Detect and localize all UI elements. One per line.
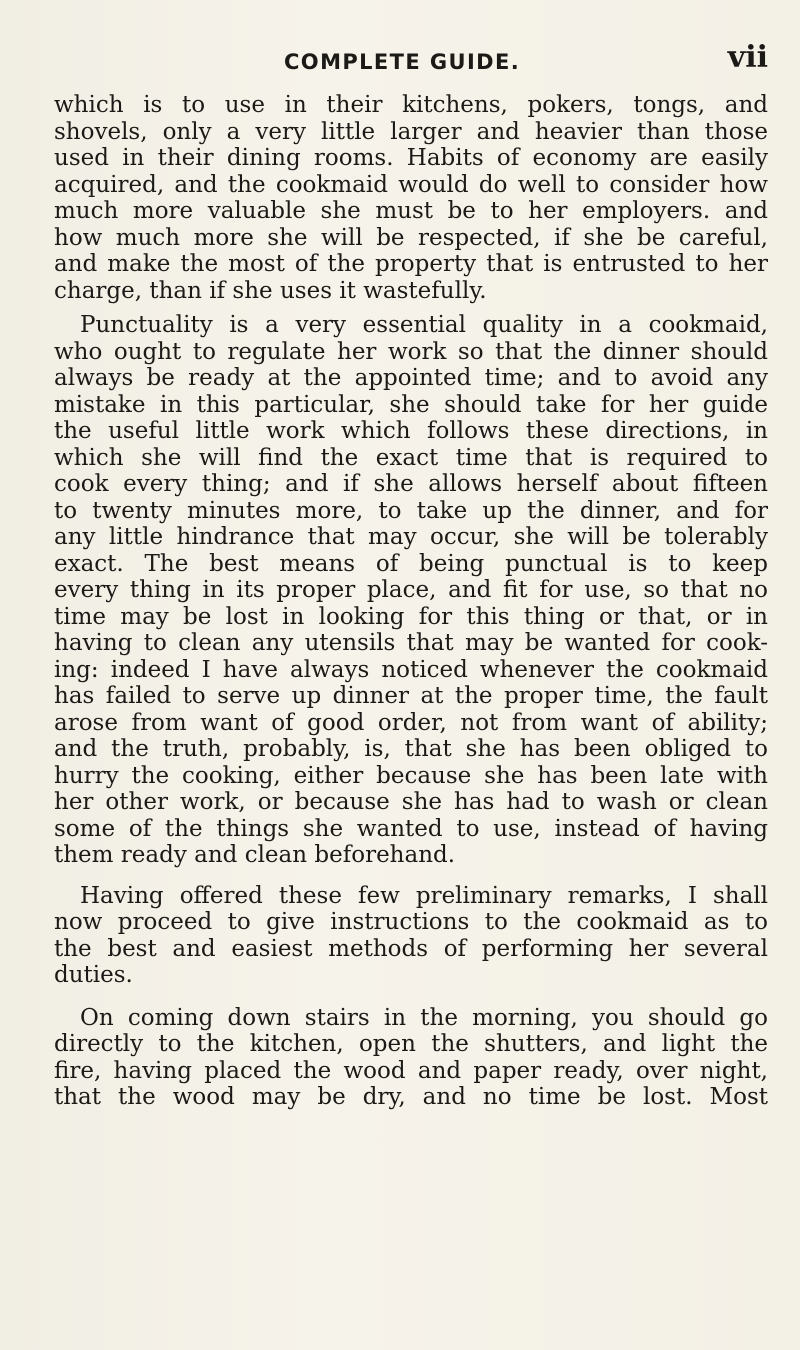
text-line: the best and easiest methods of performing her several bbox=[54, 935, 768, 962]
paragraph bbox=[54, 1005, 768, 1111]
text-line: exact. The best means of being punctual is to keep bbox=[54, 550, 768, 577]
text-line: On coming down stairs in the morning, you should go bbox=[80, 1004, 768, 1031]
text-line: her other work, or because she has had to wash or clean bbox=[54, 789, 768, 815]
text-line: directly to the kitchen, open the shutters, and light the bbox=[54, 1031, 768, 1057]
text-line: how much more she will be respected, if she be careful, bbox=[54, 224, 768, 251]
text-line: has failed to serve up dinner at the proper time, the fault bbox=[54, 683, 768, 709]
text-line: ing: indeed I have always noticed whenever the cookmaid bbox=[54, 656, 768, 683]
text-line: that the wood may be dry, and no time be lost. Most bbox=[54, 1084, 768, 1110]
text-line: and make the most of the property that is entrusted to her bbox=[54, 251, 768, 277]
text-line: which is to use in their kitchens, pokers, tongs, and bbox=[54, 92, 768, 118]
text-line: any little hindrance that may occur, she will be tolerably bbox=[54, 524, 768, 550]
text-line: having to clean any utensils that may be wanted for cook- bbox=[54, 630, 768, 656]
text-line: fire, having placed the wood and paper ready, over night, bbox=[54, 1057, 768, 1084]
text-line: arose from want of good order, not from want of ability; bbox=[54, 709, 768, 736]
text-line: always be ready at the appointed time; and to avoid any bbox=[54, 365, 768, 391]
text-line: shovels, only a very little larger and heavier than those bbox=[54, 118, 768, 145]
text-line: some of the things she wanted to use, instead of having bbox=[54, 815, 768, 842]
running-head: COMPLETE GUIDE. bbox=[284, 50, 521, 74]
text-line: acquired, and the cookmaid would do well to consider how bbox=[54, 171, 768, 198]
text-line: and the truth, probably, is, that she has been obliged to bbox=[54, 736, 768, 762]
text-line: every thing in its proper place, and fit for use, so that no bbox=[54, 577, 768, 603]
paragraph bbox=[54, 312, 768, 869]
text-line: charge, than if she uses it wastefully. bbox=[54, 277, 487, 304]
text-line: which she will find the exact time that is required to bbox=[54, 444, 768, 471]
text-line: Having offered these few preliminary remarks, I shall bbox=[80, 882, 768, 909]
text-line: now proceed to give instructions to the cookmaid as to bbox=[54, 909, 768, 935]
page-number: vii bbox=[727, 40, 768, 75]
paragraph bbox=[54, 92, 768, 304]
text-line: the useful little work which follows these directions, in bbox=[54, 418, 768, 444]
page-header bbox=[54, 36, 768, 76]
text-line: them ready and clean beforehand. bbox=[54, 842, 456, 868]
text-line: hurry the cooking, either because she has been late with bbox=[54, 762, 768, 789]
text-line: duties. bbox=[54, 962, 133, 988]
body-text bbox=[54, 92, 768, 1120]
text-line: Punctuality is a very essential quality in a cookmaid, bbox=[80, 312, 768, 338]
text-line: much more valuable she must be to her employers. and bbox=[54, 198, 768, 224]
text-line: used in their dining rooms. Habits of economy are easily bbox=[54, 145, 768, 171]
text-line: to twenty minutes more, to take up the dinner, and for bbox=[54, 497, 768, 524]
text-line: time may be lost in looking for this thing or that, or in bbox=[54, 603, 768, 630]
text-line: who ought to regulate her work so that the dinner should bbox=[54, 338, 768, 365]
text-line: cook every thing; and if she allows herself about fifteen bbox=[54, 471, 768, 497]
paragraph bbox=[54, 883, 768, 989]
text-line: mistake in this particular, she should take for her guide bbox=[54, 391, 768, 418]
